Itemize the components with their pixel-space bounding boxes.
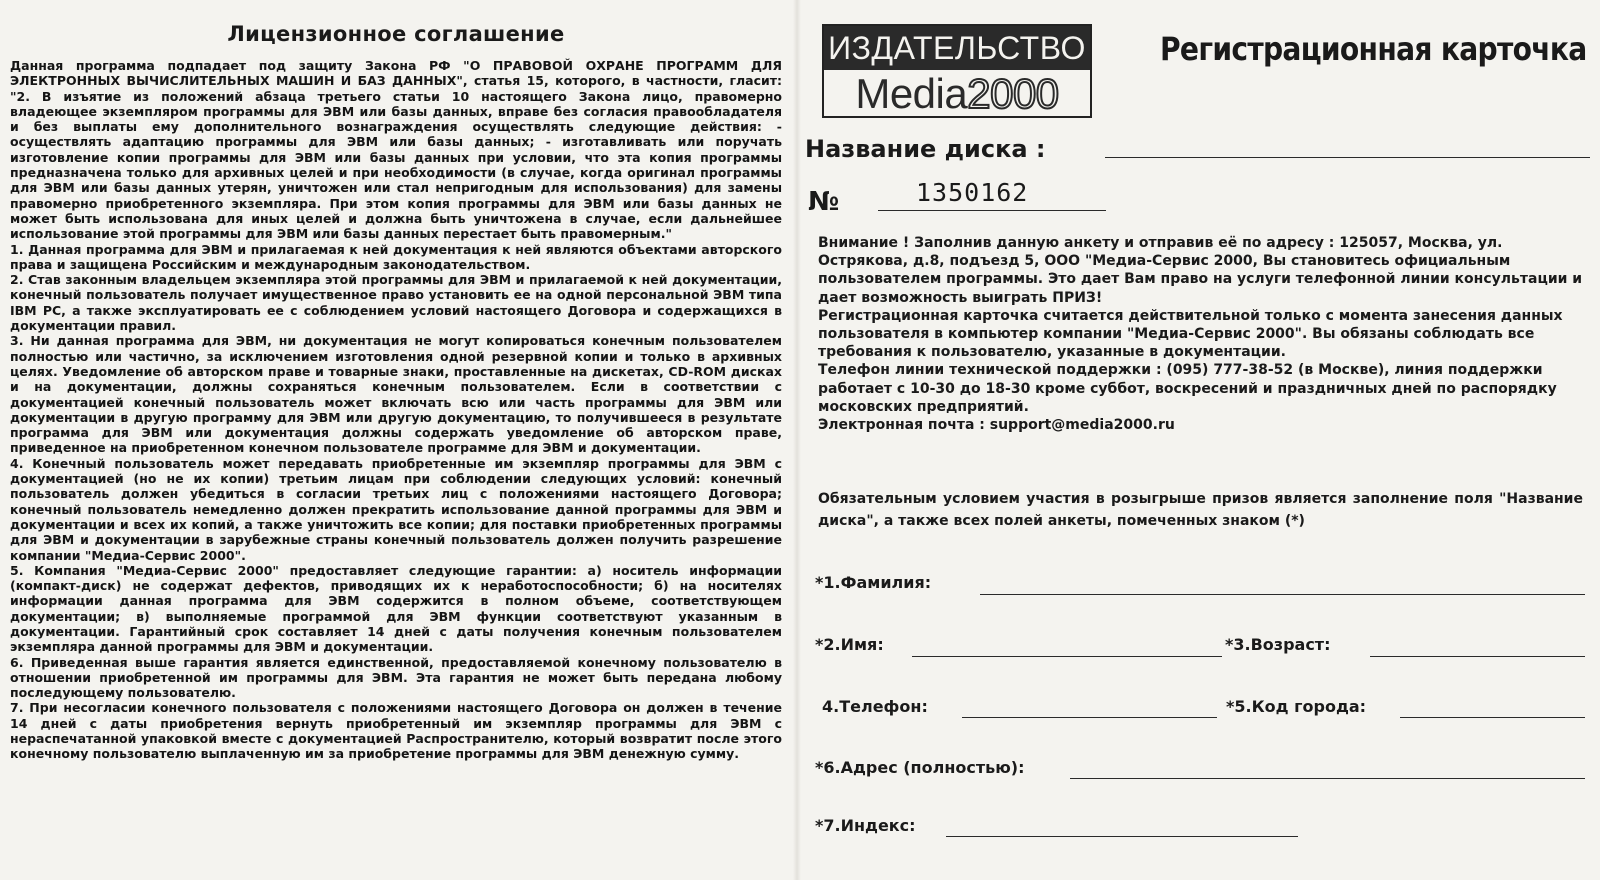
notice-text [818,234,1583,434]
prize-condition: Обязательным условием участия в розыгрыше призов является заполнение поля "Название диска", а также всех полей анкеты, помеченных знаком (*) [818,491,1583,529]
logo-brand-2000: 2000 [967,70,1059,117]
name-label: *2.Имя: [815,635,884,654]
notice-email: Электронная почта : support@media2000.ru [818,417,1175,434]
surname-label: *1.Фамилия: [815,573,932,592]
license-paragraph: 7. При несогласии конечного пользователя с положениями настоящего Договора он должен в течение 14 дней с даты приобретения вернуть приобретенный им экземпляр программы для ЭВМ с нераспечатанной упаковкой вместе с документацией Распространителю, который возвратит после этого конечному пользователю выплаченную им за приобретение программы для ЭВМ денежную сумму. [10,700,782,762]
publisher-logo [822,24,1092,118]
name-field[interactable] [912,656,1222,657]
phone-label: 4.Телефон: [822,697,928,716]
disk-name-field[interactable] [1105,157,1590,158]
license-paragraph: 5. Компания "Медиа-Сервис 2000" предоставляет следующие гарантии: а) носитель информации (компакт-диск) не содержат дефектов, приводящих их к неработоспособности; б) на носителях информации данная программа для ЭВМ содержится в полном объеме, соответствующем документации; в) выполняемые программой для ЭВМ функции соответствуют указанным в документации. Гарантийный срок составляет 14 дней с даты получения конечным пользователем экземпляра данной программы для ЭВМ и документации. [10,562,782,655]
serial-number-line [878,210,1106,211]
logo-publisher-word: ИЗДАТЕЛЬСТВО [824,26,1090,70]
license-title: Лицензионное соглашение [227,22,565,46]
disk-name-label: Название диска : [805,135,1046,163]
age-label: *3.Возраст: [1225,635,1331,654]
notice-paragraph: Регистрационная карточка считается действительной только с момента занесения данных пользователя в компьютер компании "Медиа-Сервис 2000". Вы обязаны соблюдать все требования к пользователю, указанные в документации. [818,307,1563,361]
fold-line [793,0,801,880]
index-label: *7.Индекс: [815,816,916,835]
license-paragraph: 2. Став законным владельцем экземпляра этой программы для ЭВМ и прилагаемой к ней документации, конечный пользователь получает имущественное право установить ее на одной персональной ЭВМ типа IBM PC, а также эксплуатировать ее с соблюдением условий настоящего Договора и содержащихся в документации правил. [10,272,782,334]
license-paragraph: 1. Данная программа для ЭВМ и прилагаемая к ней документация к ней являются объектами авторского права и защищена Российским и международным законодательством. [10,241,782,272]
license-paragraph: 6. Приведенная выше гарантия является единственной, предоставляемой конечному пользователю в отношении приобретенной им программы для ЭВМ. Эта гарантия не может быть передана любому последующему пользователю. [10,654,782,701]
city-code-label: *5.Код города: [1226,697,1367,716]
surname-field[interactable] [980,594,1585,595]
phone-field[interactable] [962,717,1217,718]
license-paragraph: 3. Ни данная программа для ЭВМ, ни документация не могут копироваться конечным пользователем полностью или частично, за исключением изготовления одной резервной копии и только в архивных целях. Уведомление об авторском праве и товарные знаки, проставленные на дискетах, CD-ROM дисках и на документации, должны сохраняться конечным пользователем. Если в соответствии с документацией конечный пользователь может включать всю или часть программы для ЭВМ или документации в другую программу для ЭВМ или другую документацию, то получившееся в результате программа для ЭВМ или документация должны содержать уведомление об авторском праве, приведенное на приобретенном конечном пользователе программе для ЭВМ и документации. [10,333,782,456]
notice-paragraph: Телефон линии технической поддержки : (095) 777-38-52 (в Москве), линия поддержки работает с 10-30 до 18-30 кроме суббот, воскресений и праздничных дней по распорядку московских предприятий. [818,362,1557,415]
city-code-field[interactable] [1400,717,1585,718]
license-agreement [10,22,782,762]
address-field[interactable] [1070,778,1585,779]
license-paragraph: 4. Конечный пользователь может передавать приобретенные им экземпляр программы для ЭВМ с документацией (но не их копии) третьим лицам при соблюдении следующих условий: конечный пользователь должен убедиться в согласии третьих лиц с положениями настоящего Договора; конечный пользователь немедленно должен прекратить использование данной программы для ЭВМ и документации и всех их копий, а также уничтожить все копии; для поставки приобретенных программы для ЭВМ и документации в зарубежные страны конечный пользователь должен получить разрешение компании "Медиа-Сервис 2000". [10,455,782,563]
index-field[interactable] [946,836,1298,837]
logo-brand-name [824,70,1090,116]
address-label: *6.Адрес (полностью): [815,758,1025,777]
card-title: Регистрационная карточка [1160,30,1587,68]
serial-number: 1350162 [916,178,1029,207]
age-field[interactable] [1370,656,1585,657]
number-label: № [808,187,840,217]
logo-brand-media: Media [855,70,968,117]
notice-paragraph: Внимание ! Заполнив данную анкету и отправив её по адресу : 125057, Москва, ул. Острякова, д.8, подъезд 5, ООО "Медиа-Сервис 2000, Вы становитесь официальным пользователем программы. Это дает Вам право на услуги телефонной линии консультации и дает возможность выиграть ПРИЗ! [818,235,1583,306]
license-paragraph: Данная программа подпадает под защиту Закона РФ "О ПРАВОВОЙ ОХРАНЕ ПРОГРАММ ДЛЯ ЭЛЕКТРОННЫХ ВЫЧИСЛИТЕЛЬНЫХ МАШИН И БАЗ ДАННЫХ", статья 15, которого, в частности, гласит: "2. В изъятие из положений абзаца третьего статьи 10 настоящего Закона лицо, правомерно владеющее экземпляром программы для ЭВМ или базы данных, вправе без согласия правообладателя и без выплаты ему дополнительного вознаграждения осуществлять следующие действия: - осуществлять адаптацию программы для ЭВМ или базы данных; - изготавливать или поручать изготовление копии программы для ЭВМ или базы данных при условии, что эта копия программы предназначена только для архивных целей и при необходимости (в случае, когда оригинал программы для ЭВМ или базы данных утерян, уничтожен или стал непригодным для использования) для замены правомерно приобретенного экземпляра. При этом копия программы для ЭВМ или базы данных не может быть использована для иных целей и должна быть уничтожена в случае, если дальнейшее использование этой программы для ЭВМ или базы данных перестает быть правомерным." [10,58,782,242]
